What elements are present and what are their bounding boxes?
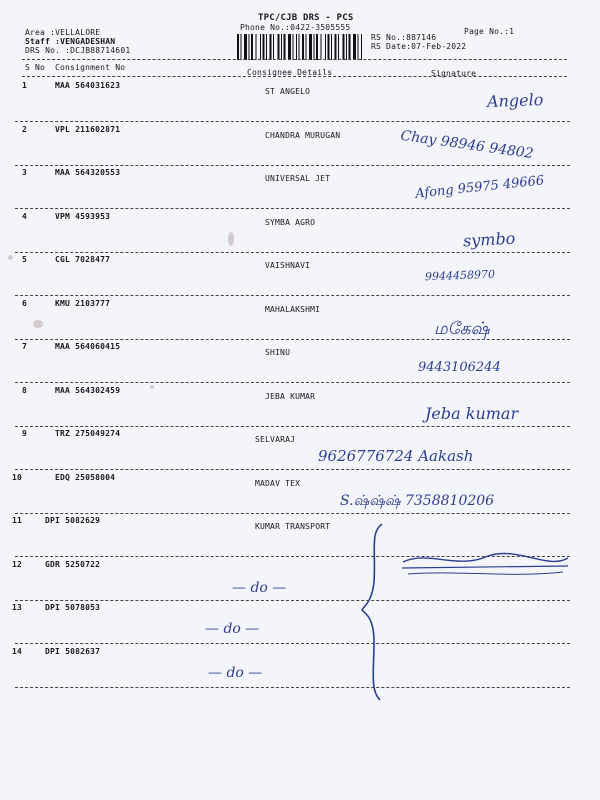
staff-label: Staff :	[25, 37, 61, 46]
row-consignment-no: VPL 211602871	[55, 124, 121, 134]
scribble-mark	[398, 540, 573, 580]
row-signature: Chay 98946 94802	[399, 127, 535, 162]
row-signature: Afong 95975 49666	[414, 173, 545, 202]
row-consignment-no: EDQ 25058004	[55, 472, 116, 482]
page-label: Page No.:	[464, 27, 510, 36]
page-row	[464, 27, 514, 36]
staff-value: VENGADESHAN	[60, 37, 116, 46]
row-consignment-no: MAA 564060415	[55, 342, 121, 351]
row-sno: 5	[22, 255, 28, 264]
row-separator	[15, 339, 570, 340]
row-sno: 2	[22, 124, 28, 134]
row-consignment-no: KMU 2103777	[55, 298, 111, 308]
row-consignment-no: VPM 4593953	[55, 211, 111, 221]
staff-row	[25, 37, 115, 46]
row-sno: 7	[22, 342, 28, 351]
phone-row	[240, 23, 350, 32]
row-sno: 14	[12, 646, 23, 656]
rs-no-value: 887146	[406, 33, 437, 42]
col-consignment: Consignment No	[55, 63, 126, 72]
row-sno: 12	[12, 559, 23, 569]
row-consignment-no: DPI 5082637	[45, 646, 101, 656]
row-consignee: CHANDRA MURUGAN	[265, 130, 341, 140]
row-consignee: JEBA KUMAR	[265, 391, 316, 401]
row-sno: 3	[22, 168, 28, 177]
scan-speck	[150, 385, 154, 389]
row-consignment-no: CGL 7028477	[55, 255, 111, 264]
col-consignee: Consignee Details	[247, 68, 333, 77]
row-signature: symbo	[462, 228, 516, 250]
area-value: VELLALORE	[55, 28, 101, 37]
header-top-rule	[22, 59, 567, 60]
row-separator	[15, 643, 570, 644]
row-consignment-no: DPI 5082629	[45, 516, 101, 525]
row-separator	[15, 382, 570, 383]
row-consignee: MADAV TEX	[255, 478, 301, 488]
row-consignment-no: MAA 564031623	[55, 81, 121, 90]
rs-date-label: RS Date:	[371, 42, 412, 51]
drs-no-value: DCJB88714601	[70, 46, 131, 55]
row-consignment-no: TRZ 275049274	[55, 429, 121, 438]
col-sno: S No	[25, 63, 46, 72]
row-signature: 9443106244	[418, 360, 501, 375]
scan-speck	[228, 232, 234, 246]
row-consignee: MAHALAKSHMI	[265, 304, 321, 314]
rs-date-value: 07-Feb-2022	[411, 42, 467, 51]
rs-no-label: RS No.:	[371, 33, 407, 42]
row-separator	[15, 469, 570, 470]
phone-value: 0422-3505555	[290, 23, 351, 32]
row-sno: 9	[22, 429, 28, 438]
row-sno: 1	[22, 81, 28, 90]
scan-speck	[33, 320, 43, 328]
row-separator	[15, 165, 570, 166]
phone-label: Phone No.:	[240, 23, 291, 32]
row-signature: — do —	[232, 579, 287, 596]
header-bottom-rule	[22, 76, 567, 77]
row-consignment-no: MAA 564320553	[55, 168, 121, 177]
rs-no-row	[371, 33, 436, 42]
row-separator	[15, 121, 570, 122]
row-signature: மகேஷ்	[434, 318, 490, 339]
row-sno: 10	[12, 472, 23, 482]
row-consignment-no: MAA 564302459	[55, 385, 121, 395]
row-separator	[15, 252, 570, 253]
row-separator	[15, 513, 570, 514]
row-consignee: KUMAR TRANSPORT	[255, 522, 331, 531]
row-consignee: ST ANGELO	[265, 87, 311, 96]
row-consignment-no: DPI 5078053	[45, 603, 101, 612]
row-consignee: SHINU	[265, 348, 291, 357]
drs-no-row	[25, 46, 130, 55]
row-consignee: VAISHNAVI	[265, 261, 311, 270]
row-signature: 9626776724 Aakash	[318, 447, 474, 465]
ditto-bracket	[360, 522, 390, 702]
area-label: Area :	[25, 28, 56, 37]
row-consignment-no: GDR 5250722	[45, 559, 101, 569]
row-separator	[15, 426, 570, 427]
row-consignee: SYMBA AGRO	[265, 217, 316, 227]
row-separator	[15, 687, 570, 688]
row-signature: Angelo	[486, 90, 544, 111]
row-separator	[15, 600, 570, 601]
row-consignee: UNIVERSAL JET	[265, 174, 331, 183]
page-value: 1	[509, 27, 515, 36]
row-signature: — do —	[205, 621, 260, 637]
row-separator	[15, 208, 570, 209]
row-sno: 8	[22, 385, 28, 395]
area-row	[25, 28, 100, 37]
document-title: TPC/CJB DRS - PCS	[258, 13, 354, 23]
row-signature: — do —	[208, 664, 263, 681]
row-sno: 13	[12, 603, 23, 612]
row-signature: 9944458970	[424, 267, 496, 284]
row-signature: Jeba kumar	[425, 403, 519, 423]
barcode	[237, 34, 365, 60]
scan-speck	[8, 255, 13, 260]
row-sno: 6	[22, 298, 28, 308]
row-consignee: SELVARAJ	[255, 435, 296, 444]
row-sno: 11	[12, 516, 23, 525]
col-signature: Signature	[431, 69, 477, 78]
row-signature: S.ஷ்ஷ்ஷ் 7358810206	[340, 492, 495, 509]
rs-date-row	[371, 42, 466, 51]
row-separator	[15, 295, 570, 296]
row-sno: 4	[22, 211, 28, 221]
drs-no-label: DRS No. :	[25, 46, 71, 55]
